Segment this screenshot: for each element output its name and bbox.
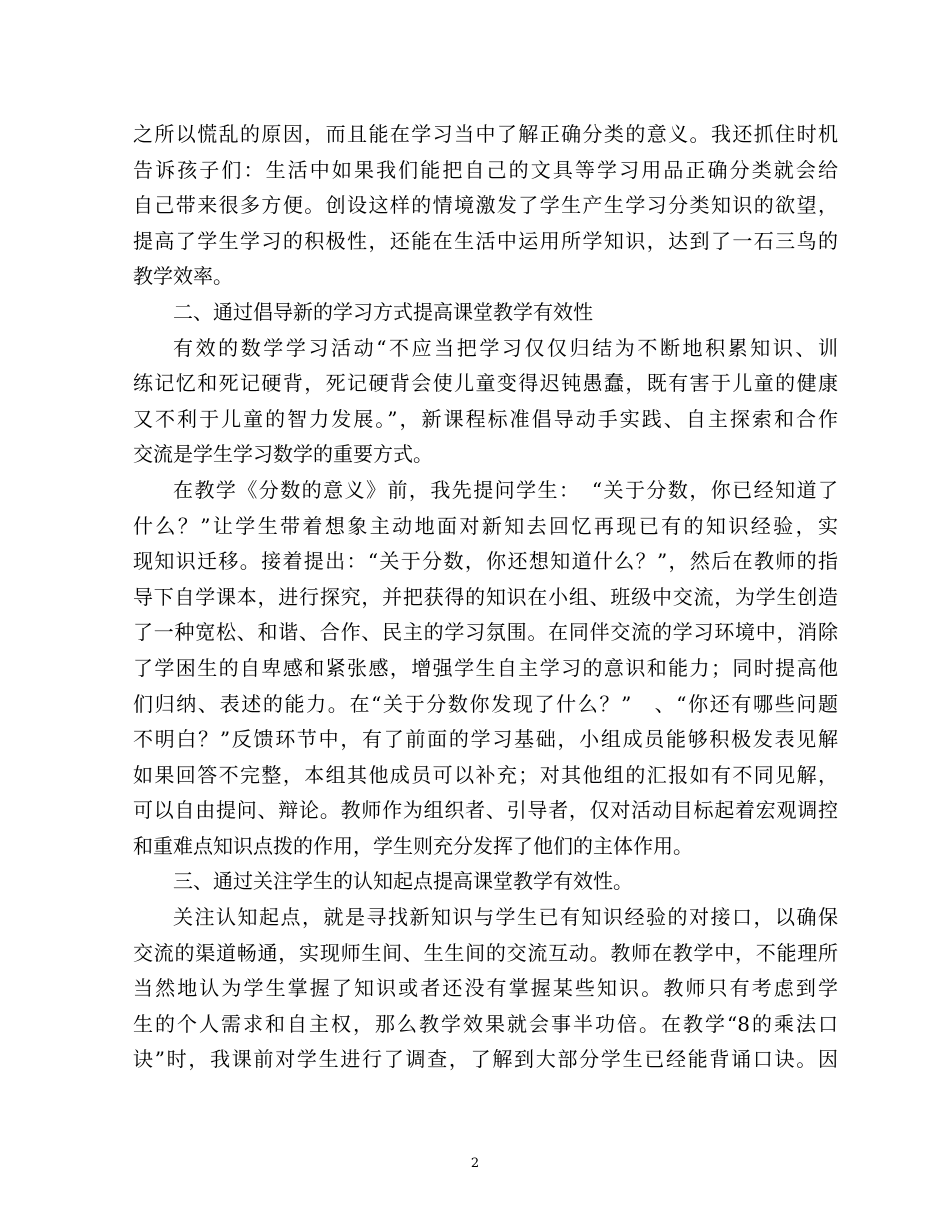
text-line: 什么？”让学生带着想象主动地面对新知去回忆再现已有的知识经验，实 (133, 513, 838, 538)
text-line: 关注认知起点，就是寻找新知识与学生已有知识经验的对接口，以确保 (173, 905, 838, 930)
text-line: 自己带来很多方便。创设这样的情境激发了学生产生学习分类知识的欲望， (133, 193, 838, 218)
text-line: 和重难点知识点拨的作用，学生则充分发挥了他们的主体作用。 (133, 833, 693, 858)
text-line: 之所以慌乱的原因，而且能在学习当中了解正确分类的意义。我还抓住时机 (133, 122, 838, 146)
text-line: 又不利于儿童的智力发展。”，新课程标准倡导动手实践、自主探索和合作 (133, 406, 838, 431)
text-line: 了一种宽松、和谐、合作、民主的学习氛围。在同伴交流的学习环境中，消除 (133, 620, 838, 645)
body-text (133, 117, 838, 1078)
text-line: 诀”时，我课前对学生进行了调查，了解到大部分学生已经能背诵口诀。因 (133, 1047, 838, 1072)
text-line: 提高了学生学习的积极性，还能在生活中运用所学知识，达到了一石三鸟的 (133, 228, 838, 253)
text-line: 可以自由提问、辩论。教师作为组织者、引导者，仅对活动目标起着宏观调控 (133, 798, 838, 823)
text-line: 告诉孩子们：生活中如果我们能把自己的文具等学习用品正确分类就会给 (133, 157, 838, 182)
page-number: 2 (470, 1156, 480, 1171)
text-line: 当然地认为学生掌握了知识或者还没有掌握某些知识。教师只有考虑到学 (133, 976, 838, 1001)
text-line: 有效的数学学习活动“不应当把学习仅仅归结为不断地积累知识、训 (173, 335, 838, 360)
text-line: 如果回答不完整，本组其他成员可以补充；对其他组的汇报如有不同见解， (133, 762, 838, 787)
section-heading: 三、通过关注学生的认知起点提高课堂教学有效性。 (173, 869, 633, 894)
section-heading: 二、通过倡导新的学习方式提高课堂教学有效性 (173, 299, 593, 324)
text-line: 练记忆和死记硬背，死记硬背会使儿童变得迟钝愚蠢，既有害于儿童的健康 (133, 371, 838, 396)
text-line: 导下自学课本，进行探究，并把获得的知识在小组、班级中交流，为学生创造 (133, 584, 838, 609)
text-line: 交流的渠道畅通，实现师生间、生生间的交流互动。教师在教学中，不能理所 (133, 940, 838, 965)
text-line: 们归纳、表述的能力。在“关于分数你发现了什么？” 、“你还有哪些问题 (133, 691, 838, 716)
text-line: 交流是学生学习数学的重要方式。 (133, 442, 433, 467)
text-line: 现知识迁移。接着提出：“关于分数，你还想知道什么？”，然后在教师的指 (133, 549, 838, 574)
text-line: 在教学《分数的意义》前，我先提问学生： “关于分数，你已经知道了 (173, 477, 838, 502)
text-line: 教学效率。 (133, 264, 233, 289)
text-line: 生的个人需求和自主权，那么教学效果就会事半功倍。在教学“8的乘法口 (133, 1011, 838, 1036)
text-line: 了学困生的自卑感和紧张感，增强学生自主学习的意识和能力；同时提高他 (133, 655, 838, 680)
text-line: 不明白？”反馈环节中，有了前面的学习基础，小组成员能够积极发表见解 (133, 727, 838, 752)
